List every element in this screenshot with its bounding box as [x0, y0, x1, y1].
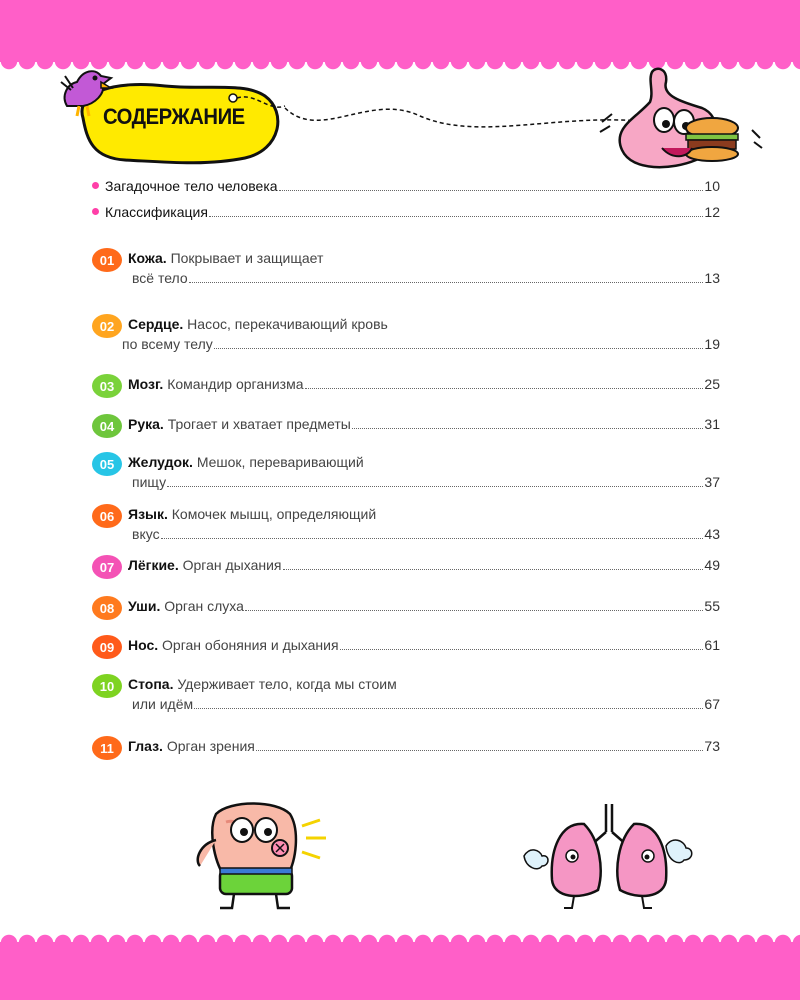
chapter-page: 43 [704, 526, 720, 542]
chapter-description: Удерживает тело, когда мы стоим [177, 676, 397, 692]
lungs-character-icon [520, 800, 700, 915]
chapter-heading: Нос. [128, 637, 159, 653]
chapter-page: 37 [704, 474, 720, 490]
toc-item-intro-2[interactable] [92, 204, 720, 224]
skin-character-icon [180, 800, 330, 915]
chapter-page: 49 [704, 557, 720, 573]
chapter-number-badge: 03 [92, 374, 122, 398]
chapter-number-badge: 08 [92, 596, 122, 620]
chapter-description: Орган зрения [166, 738, 255, 754]
chapter-heading: Уши. [128, 598, 161, 614]
toc-item-intro-1[interactable] [92, 178, 720, 198]
chapter-description: Командир организма [167, 376, 304, 392]
chapter-number-badge: 10 [92, 674, 122, 698]
chapter-heading: Рука. [128, 416, 164, 432]
toc-chapter-07[interactable] [92, 557, 720, 577]
toc-item-page: 12 [704, 204, 720, 220]
toc-item-title: Классификация [105, 204, 208, 220]
chapter-number-badge: 09 [92, 635, 122, 659]
leader-dots [214, 338, 704, 349]
chapter-page: 61 [704, 637, 720, 653]
leader-dots [340, 639, 704, 650]
toc-chapter-04[interactable] [92, 416, 720, 436]
chapter-description: Насос, перекачивающий кровь [187, 316, 388, 332]
chapter-number-badge: 04 [92, 414, 122, 438]
leader-dots [279, 180, 704, 191]
chapter-heading: Сердце. [128, 316, 184, 332]
chapter-description: Орган слуха [164, 598, 244, 614]
leader-dots [194, 698, 703, 709]
toc-item-title: Загадочное тело человека [105, 178, 278, 194]
chapter-description-cont: или идём [132, 696, 194, 712]
chapter-heading: Глаз. [128, 738, 163, 754]
leader-dots [256, 740, 704, 751]
chapter-description: Мешок, переваривающий [196, 454, 364, 470]
toc-item-page: 10 [704, 178, 720, 194]
chapter-description: Орган обоняния и дыхания [162, 637, 339, 653]
chapter-page: 19 [704, 336, 720, 352]
chapter-page: 31 [704, 416, 720, 432]
toc-chapter-09[interactable] [92, 637, 720, 657]
chapter-page: 73 [704, 738, 720, 754]
leader-dots [352, 418, 704, 429]
chapter-page: 13 [704, 270, 720, 286]
leader-dots [167, 476, 703, 487]
chapter-description: Орган дыхания [182, 557, 282, 573]
chapter-heading: Кожа. [128, 250, 167, 266]
chapter-heading: Стопа. [128, 676, 174, 692]
leader-dots [209, 206, 704, 217]
toc-chapter-10[interactable] [92, 676, 720, 716]
toc-chapter-11[interactable] [92, 738, 720, 758]
chapter-page: 25 [704, 376, 720, 392]
toc-chapter-06[interactable] [92, 506, 720, 546]
chapter-heading: Желудок. [128, 454, 193, 470]
chapter-number-badge: 01 [92, 248, 122, 272]
chapter-number-badge: 11 [92, 736, 122, 760]
chapter-description-cont: по всему телу [122, 336, 213, 352]
leader-dots [189, 272, 704, 283]
chapter-description-cont: всё тело [132, 270, 188, 286]
leader-dots [283, 559, 704, 570]
chapter-number-badge: 02 [92, 314, 122, 338]
chapter-number-badge: 06 [92, 504, 122, 528]
chapter-number-badge: 05 [92, 452, 122, 476]
chapter-heading: Мозг. [128, 376, 164, 392]
leader-dots [305, 378, 704, 389]
chapter-number-badge: 07 [92, 555, 122, 579]
bullet-icon [92, 208, 99, 215]
toc-chapter-02[interactable] [92, 316, 720, 356]
chapter-description: Покрывает и защищает [170, 250, 324, 266]
bullet-icon [92, 182, 99, 189]
chapter-description-cont: пищу [132, 474, 167, 490]
chapter-description: Комочек мышц, определяющий [171, 506, 377, 522]
toc-chapter-08[interactable] [92, 598, 720, 618]
toc-chapter-03[interactable] [92, 376, 720, 396]
chapter-description-cont: вкус [132, 526, 160, 542]
chapter-description: Трогает и хватает предметы [167, 416, 351, 432]
chapter-heading: Язык. [128, 506, 168, 522]
chapter-page: 55 [704, 598, 720, 614]
leader-dots [245, 600, 704, 611]
leader-dots [161, 528, 704, 539]
chapter-page: 67 [704, 696, 720, 712]
chapter-heading: Лёгкие. [128, 557, 179, 573]
page-title: СОДЕРЖАНИЕ [103, 104, 245, 129]
toc-chapter-01[interactable] [92, 250, 720, 290]
toc-chapter-05[interactable] [92, 454, 720, 494]
